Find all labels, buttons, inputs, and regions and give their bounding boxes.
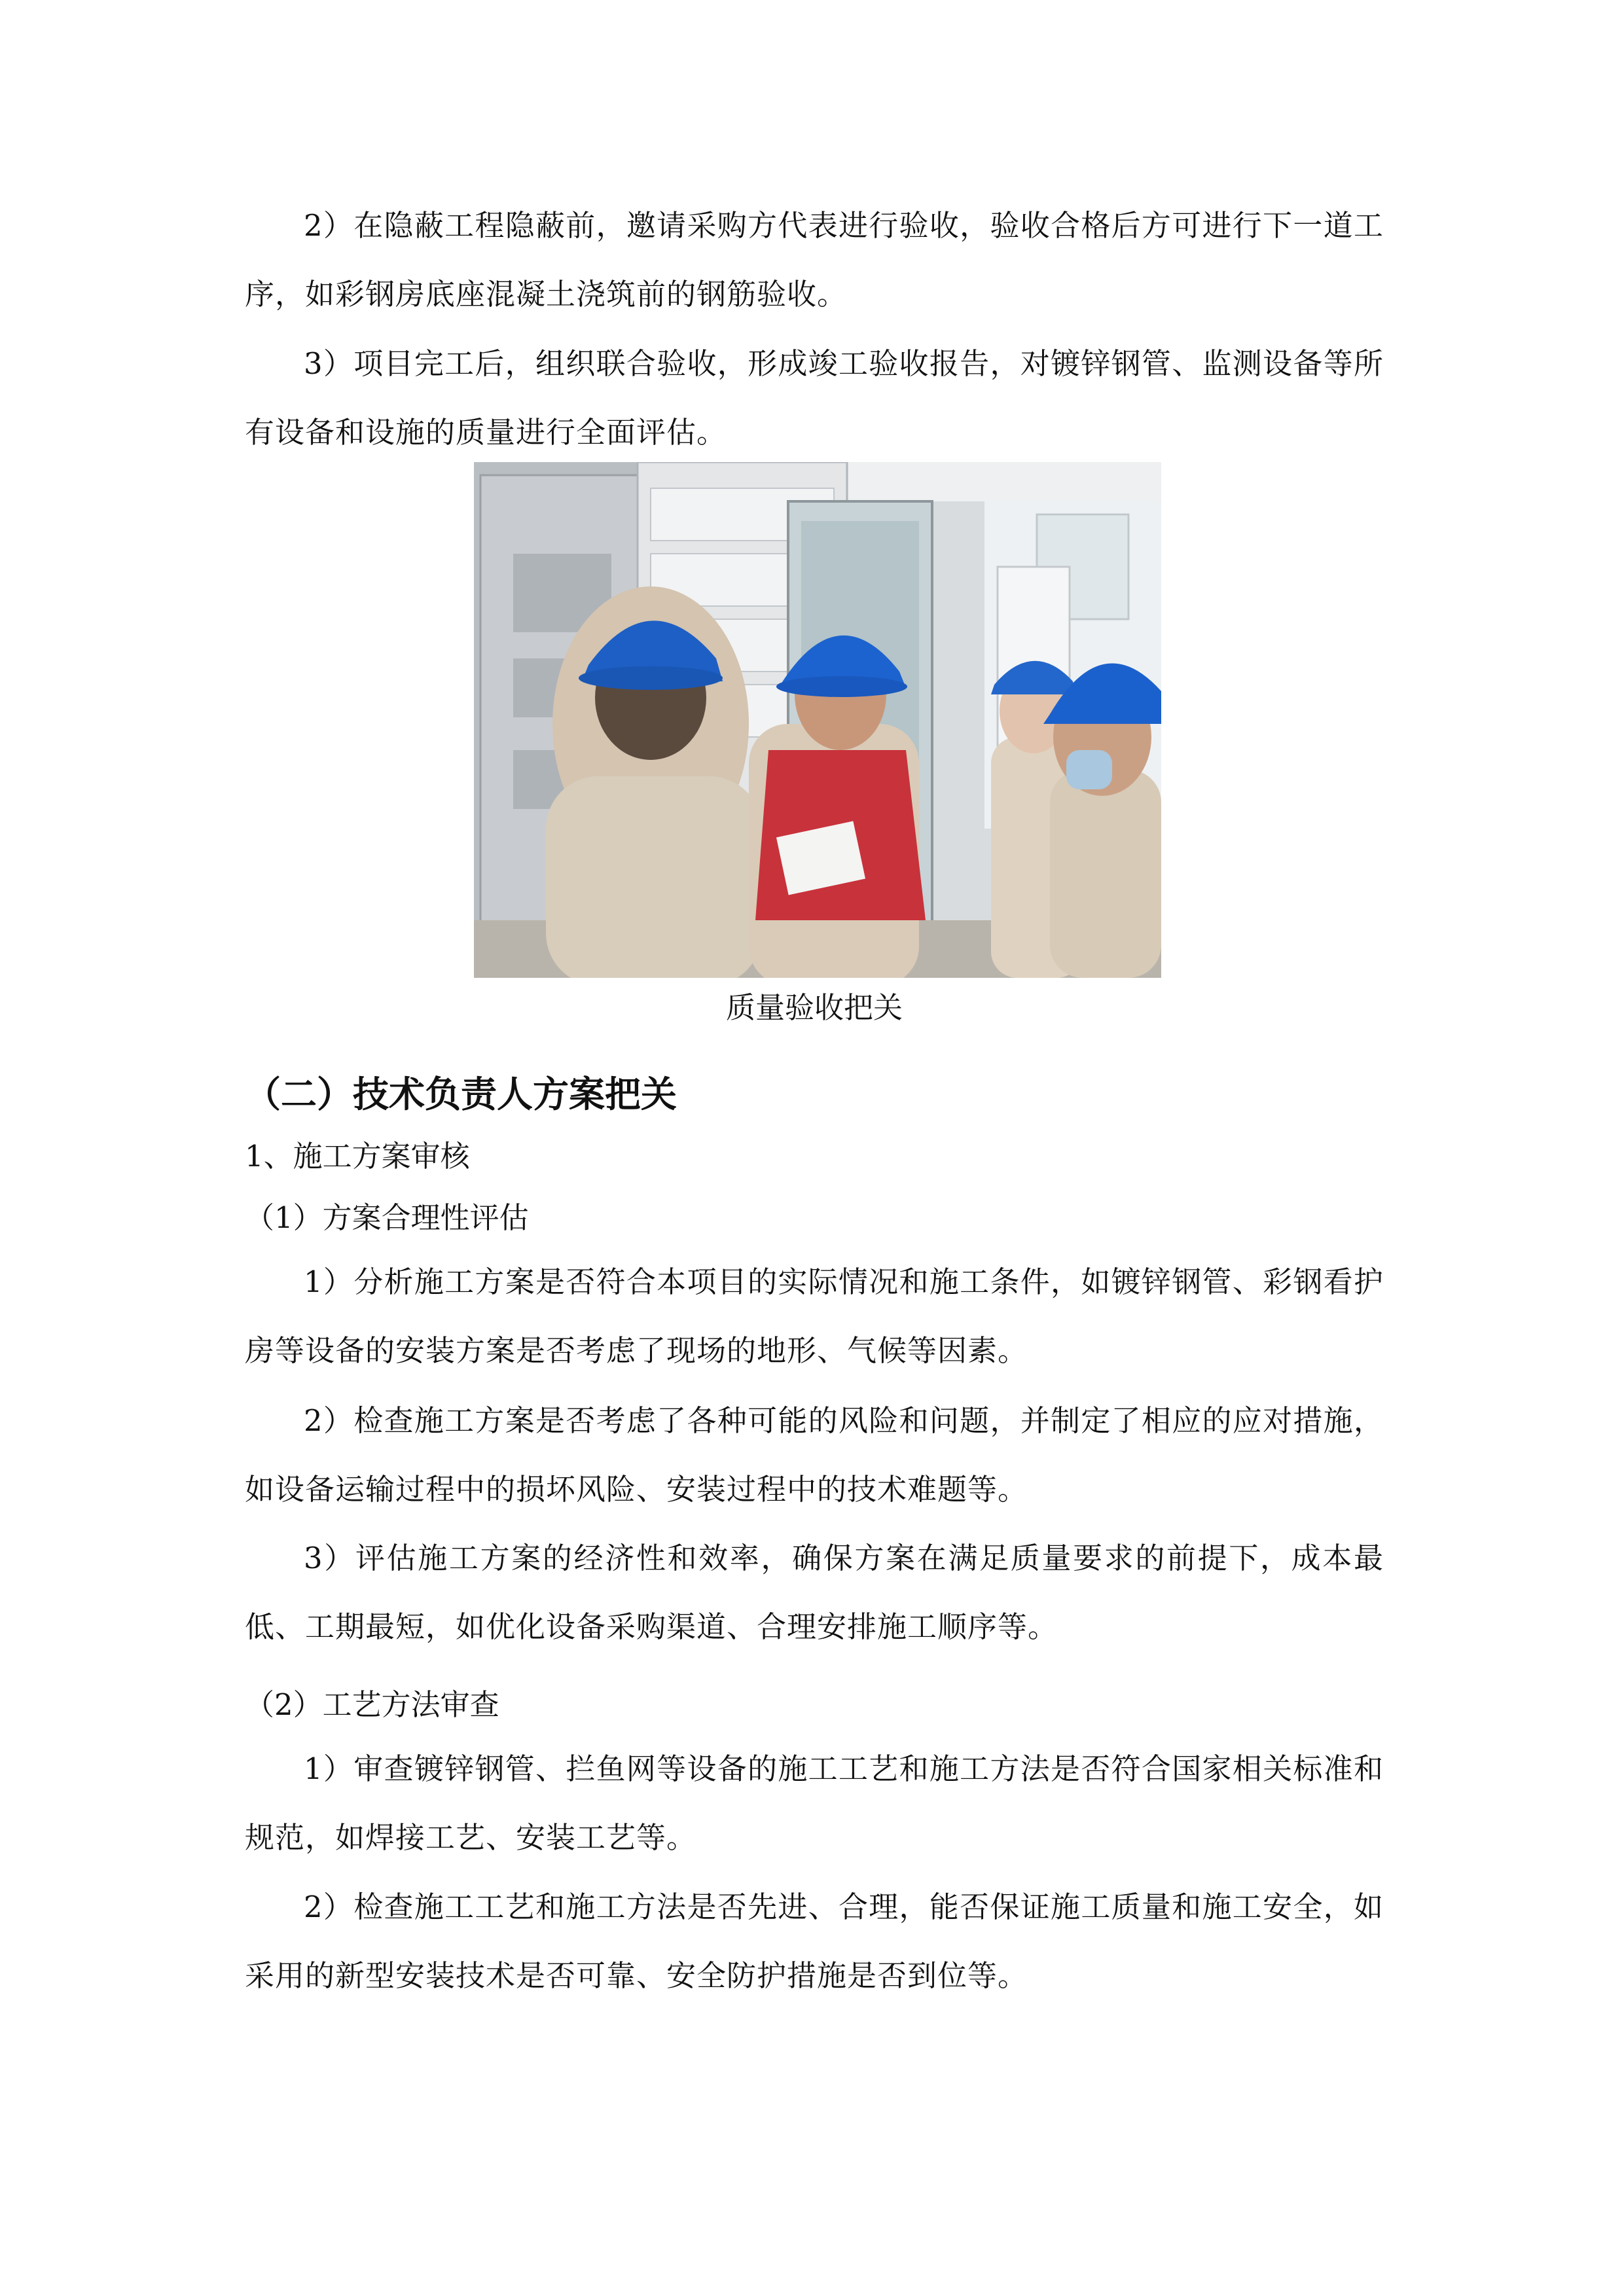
paragraph-hidden-works-acceptance: 2）在隐蔽工程隐蔽前，邀请采购方代表进行验收，验收合格后方可进行下一道工序，如彩钢房底座混凝土浇筑前的钢筋验收。 <box>245 208 1384 312</box>
paragraph-item: 1）审查镀锌钢管、拦鱼网等设备的施工工艺和施工方法是否符合国家相关标准和规范，如焊接工艺、安装工艺等。 <box>245 1751 1384 1855</box>
paragraph-completion-acceptance: 3）项目完工后，组织联合验收，形成竣工验收报告，对镀锌钢管、监测设备等所有设备和设施的质量进行全面评估。 <box>245 346 1384 450</box>
section-heading: （二）技术负责人方案把关 <box>245 1073 677 1115</box>
paragraph-item: 3）评估施工方案的经济性和效率，确保方案在满足质量要求的前提下，成本最低、工期最短，如优化设备采购渠道、合理安排施工顺序等。 <box>245 1541 1384 1644</box>
quality-acceptance-photo <box>474 462 1161 978</box>
subheading-construction-plan-review: 1、施工方案审核 <box>245 1139 470 1174</box>
paragraph-item: 1）分析施工方案是否符合本项目的实际情况和施工条件，如镀锌钢管、彩钢看护房等设备的安装方案是否考虑了现场的地形、气候等因素。 <box>245 1265 1384 1368</box>
paragraph-item: 2）检查施工工艺和施工方法是否先进、合理，能否保证施工质量和施工安全，如采用的新型安装技术是否可靠、安全防护措施是否到位等。 <box>245 1890 1384 1993</box>
subheading-process-method-review: （2）工艺方法审查 <box>245 1687 499 1722</box>
subheading-plan-rationality: （1）方案合理性评估 <box>245 1200 529 1235</box>
paragraph-item: 2）检查施工方案是否考虑了各种可能的风险和问题，并制定了相应的应对措施，如设备运输过程中的损坏风险、安装过程中的技术难题等。 <box>245 1403 1384 1507</box>
figure-caption: 质量验收把关 <box>725 990 903 1025</box>
